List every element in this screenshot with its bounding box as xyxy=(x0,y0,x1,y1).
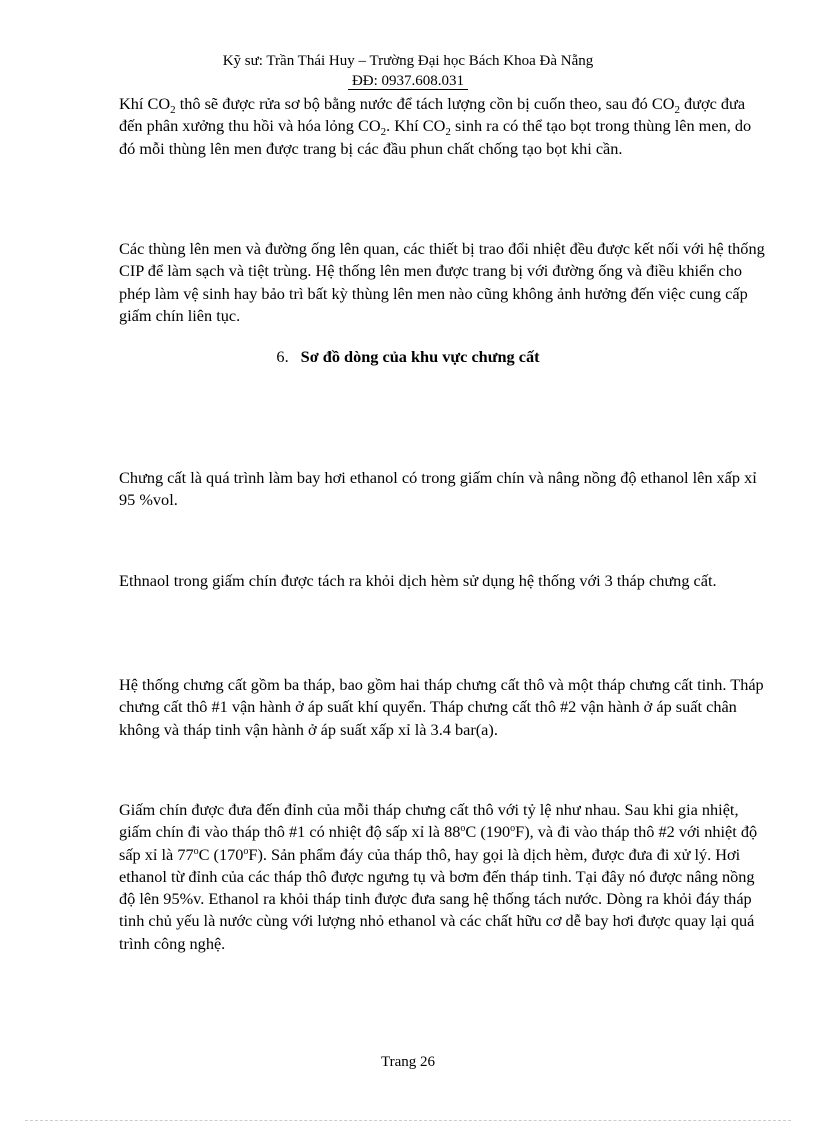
section-heading xyxy=(0,346,816,368)
paragraph-cip-system: Các thùng lên men và đường ống lên quan, các thiết bị trao đổi nhiệt đều được kết nối với hệ thống CIP để làm sạch và tiệt trùng. Hệ thống lên men được trang bị với đường ống và điều khiển cho phép làm vệ sinh hay bảo trì bất kỳ thùng lên men nào cũng không ảnh hưởng đến việc cung cấp giấm chín liên tục. xyxy=(119,239,765,325)
page-bottom-divider xyxy=(25,1120,791,1121)
paragraph-column-pressures: Hệ thống chưng cất gồm ba tháp, bao gồm hai tháp chưng cất thô và một tháp chưng cất tinh. Tháp chưng cất thô #1 vận hành ở áp suất khí quyển. Tháp chưng cất thô #2 vận hành ở áp suất chân không và tháp tinh vận hành ở áp suất xấp xỉ là 3.4 bar(a). xyxy=(119,675,764,739)
section-title: Sơ đồ dòng của khu vực chưng cất xyxy=(300,347,540,366)
paragraph-process-flow: Giấm chín được đưa đến đỉnh của mỗi tháp chưng cất thô với tỷ lệ như nhau. Sau khi gia nhiệt, giấm chín đi vào tháp thô #1 có nhiệt độ sấp xỉ là 88$^o$C (190$^o$F), và đi vào tháp thô #2 với nhiệt độ sấp xỉ là 77$^o$C (170$^o$F). Sản phẩm đáy của tháp thô, hay gọi là dịch hèm, được đưa đi xử lý. Hơi ethanol từ đỉnh của các tháp thô được ngưng tụ và bơm đến tháp tinh. Tại đây nó được nâng nồng độ lên 95%v. Ethanol ra khỏi tháp tinh được đưa sang hệ thống tách nước. Dòng ra khỏi đáy tháp tinh chủ yếu là nước cùng với lượng nhỏ ethanol và các chất hữu cơ dễ bay hơi được quay lại quá trình công nghệ. xyxy=(119,800,758,953)
section-number: 6. xyxy=(276,347,289,366)
paragraph-distillation-intro: Chưng cất là quá trình làm bay hơi ethanol có trong giấm chín và nâng nồng độ ethanol lên xấp xỉ 95 %vol. xyxy=(119,468,757,510)
header-author-line: Kỹ sư: Trần Thái Huy – Trường Đại học Bách Khoa Đà Nẵng xyxy=(222,53,594,69)
header-phone-text: ĐĐ: 0937.608.031 xyxy=(348,73,468,90)
header-phone-line xyxy=(0,72,816,90)
paragraph-co2-wash: Khí $CO_2$ thô sẽ được rửa sơ bộ bằng nước để tách lượng cồn bị cuốn theo, sau đó $CO_2$ được đưa đến phân xưởng thu hồi và hóa lỏng $CO_2$. Khí $CO_2$ sinh ra có thể tạo bọt trong thùng lên men, do đó mỗi thùng lên men được trang bị các đầu phun chất chống tạo bọt khi cần. xyxy=(119,94,752,158)
page-number: Trang 26 xyxy=(380,1054,436,1070)
paragraph-three-columns: Ethnaol trong giấm chín được tách ra khỏi dịch hèm sử dụng hệ thống với 3 tháp chưng cất. xyxy=(119,571,717,590)
